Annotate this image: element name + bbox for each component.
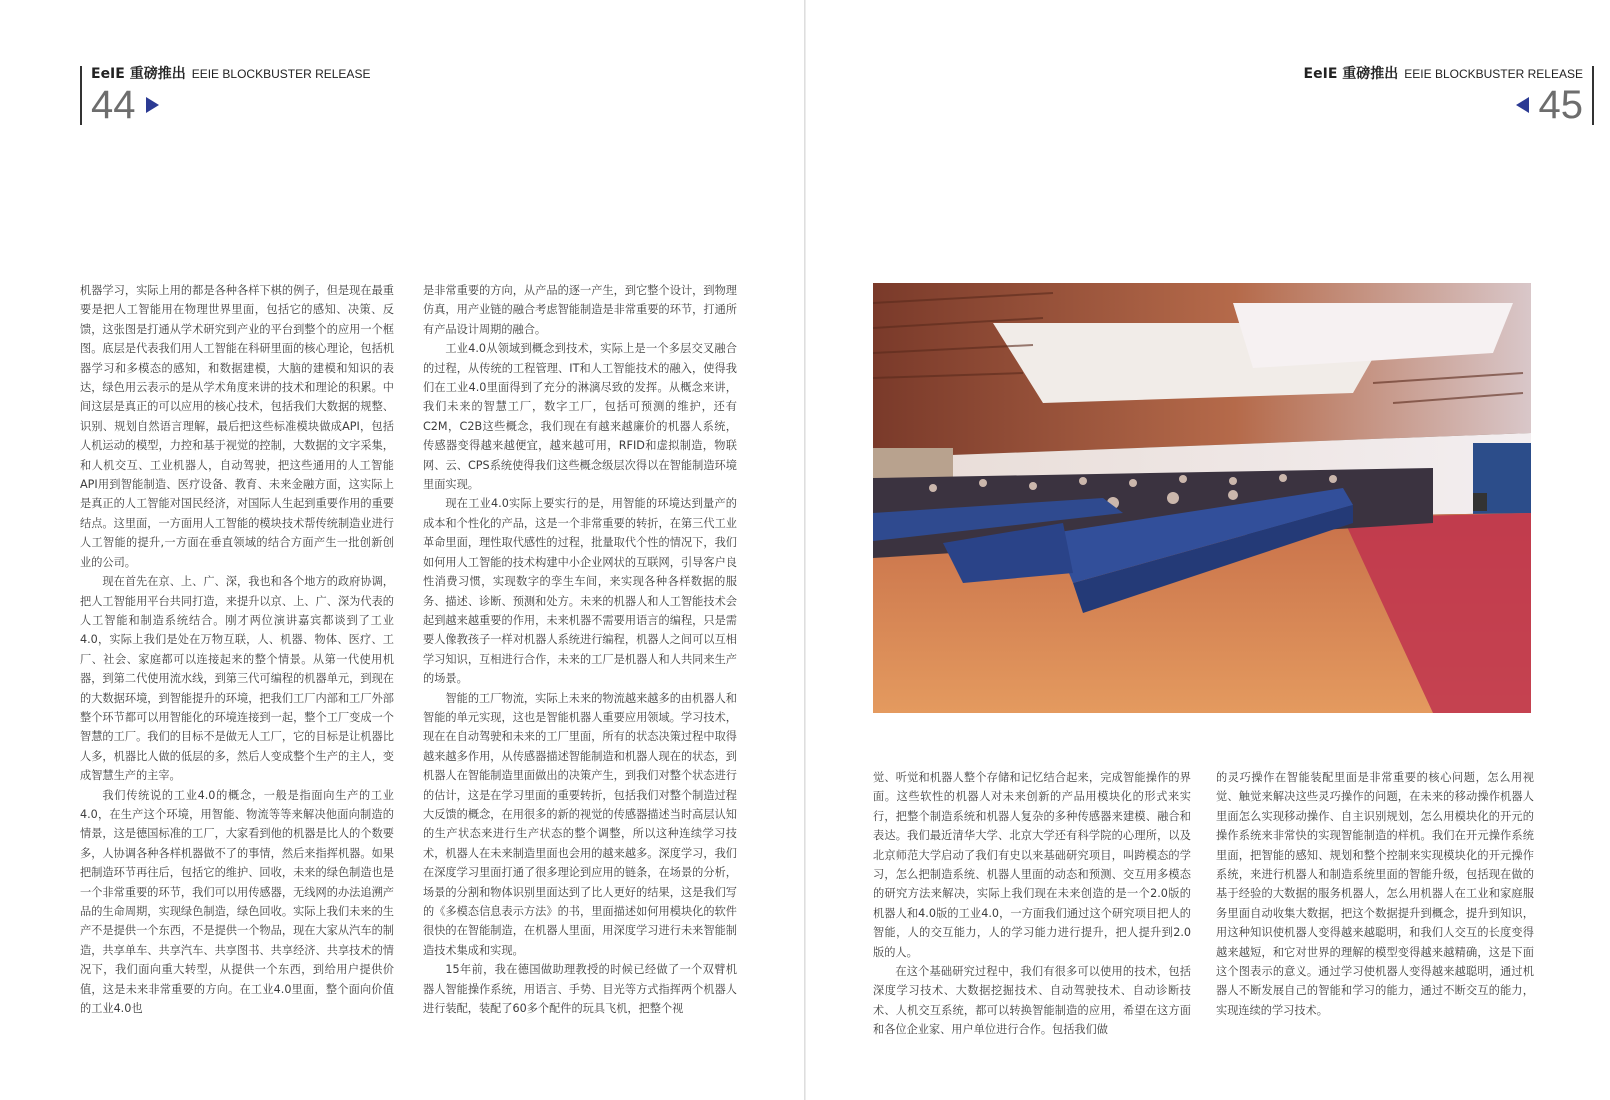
section-title-en: EEIE BLOCKBUSTER RELEASE xyxy=(191,67,371,81)
right-page xyxy=(806,0,1610,1100)
right-page-header xyxy=(1304,66,1594,125)
left-page xyxy=(0,0,804,1100)
page-number: 45 xyxy=(1538,83,1583,127)
paragraph: 智能的工厂物流，实际上未来的物流越来越多的由机器人和智能的单元实现，这也是智能机器人重要应用领域。学习技术，现在在自动驾驶和未来的工厂里面，所有的状态决策过程中取得越来越多作用，从传感器描述智能制造和机器人现在的状态，到机器人在智能制造里面做出的决策产生，到我们对整个状态进行的估计，这是在学习里面的重要转折，包括我们对整个制造过程大反馈的概念，在用很多的新的视觉的传感器描述当时高层认知的生产状态来进行生产状态的整个调整，所以这种连续学习技术，机器人在未来制造里面也会用的越来越多。深度学习，我们在深度学习里面打通了很多理论到应用的链条，在场景的分析，场景的分割和物体识别里面达到了比人更好的结果，这是我们写的《多模态信息表示方法》的书，里面描述如何用模块化的软件很快的在智能制造，在机器人里面，用深度学习进行未来智能制造技术集成和实现。 xyxy=(423,691,737,957)
paragraph: 我们传统说的工业4.0的概念，一般是指面向生产的工业4.0，在生产这个环境，用智能、物流等等来解决他面向制造的情景，这是德国标准的工厂，大家看到他的机器是比人的个数要多，人协调各种各样机器做不了的事情，然后来指挥机器。如果把制造环节再往后，包括它的维护、回收，未来的绿色制造也是一个非常重要的环节，我们可以用传感器，无线网的办法追溯产品的生命周期，实现绿色制造，绿色回收。实际上我们未来的生产不是提供一个东西，不是提供一个物品，现在大家从汽车的制造，共享单车、共享汽车、共享图书、共享经济、共享技术的情况下，我们面向重大转型，从提供一个东西，到给用户提供价值，这是未来非常重要的方向。在工业4.0里面，整个面向价值的工业4.0也 xyxy=(80,788,394,1016)
triangle-left-icon xyxy=(1516,97,1529,113)
left-page-header xyxy=(80,66,370,125)
paragraph: 是非常重要的方向，从产品的逐一产生，到它整个设计，到物理仿真，用产业链的融合考虑智能制造是非常重要的环节，打通所有产品设计周期的融合。 xyxy=(423,284,737,336)
section-title xyxy=(1304,66,1583,83)
section-title-en: EEIE BLOCKBUSTER RELEASE xyxy=(1404,67,1583,81)
paragraph: 机器学习，实际上用的都是各种各样下棋的例子，但是现在最重要是把人工智能用在物理世界里面，包括它的感知、决策、反馈，这张图是打通从学术研究到产业的平台到整个的应用一个框图。底层是代表我们用人工智能在科研里面的核心理论，包括机器学习和多模态的感知，和数据建模，大脑的建模和知识的表达，绿色用云表示的是从学术角度来讲的技术和理论的积累。中间这层是真正的可以应用的核心技术，包括我们大数据的规整、识别、规划自然语言理解，最后把这些标准模块做成API，包括人机运动的模型，力控和基于视觉的控制，大数据的文字采集，和人机交互、工业机器人，自动驾驶，把这些通用的人工智能API用到智能制造、医疗设备、教育、未来金融方面，这实际上是真正的人工智能对国民经济，对国际人生起到重要作用的重要结点。这里面，一方面用人工智能的模块技术帮传统制造业进行人工智能的提升,一方面在垂直领域的结合方面产生一批创新创业的公司。 xyxy=(80,284,394,569)
text-column-2 xyxy=(423,281,737,1018)
page-number-row xyxy=(1304,85,1583,125)
paragraph: 工业4.0从领域到概念到技术，实际上是一个多层交叉融合的过程，从传统的工程管理、IT和人工智能技术的融入，使得我们在工业4.0里面得到了充分的淋漓尽致的发挥。从概念来讲，我们未来的智慧工厂，数字工厂，包括可预测的维护，还有C2M，C2B这些概念，我们现在有越来越廉价的机器人系统，传感器变得越来越便宜，越来越可用，RFID和虚拟制造，物联网、云、CPS系统使得我们这些概念级层次得以在智能制造环境里面实现。 xyxy=(423,342,737,492)
paragraph: 现在首先在京、上、广、深，我也和各个地方的政府协调，把人工智能用平台共同打造，来提升以京、上、广、深为代表的人工智能和制造系统结合。刚才两位演讲嘉宾都谈到了工业4.0，实际上我们是处在万物互联，人、机器、物体、医疗、工厂、社会、家庭都可以连接起来的整个情景。从第一代使用机器，到第二代使用流水线，到第三代可编程的机器单元，到现在的大数据环境，到智能提升的环境，把我们工厂内部和工厂外部整个环节都可以用智能化的环境连接到一起，整个工厂变成一个智慧的工厂。我们的目标不是做无人工厂，它的目标是让机器比人多，机器比人做的低层的多，然后人变成整个生产的主人，变成智慧生产的主宰。 xyxy=(80,575,394,783)
conference-hall-illustration xyxy=(873,283,1531,713)
triangle-right-icon xyxy=(146,97,159,113)
section-title xyxy=(91,66,370,83)
section-title-cn: EeIE 重磅推出 xyxy=(1303,66,1399,82)
text-column-3 xyxy=(873,768,1191,1040)
text-column-1 xyxy=(80,281,394,1018)
page-number: 44 xyxy=(91,83,136,127)
page-number-row xyxy=(91,85,370,125)
speaker-podium xyxy=(1473,493,1487,511)
paragraph: 觉、听觉和机器人整个存储和记忆结合起来，完成智能操作的界面。这些软性的机器人对未来创新的产品用模块化的形式来实行，把整个制造系统和机器人复杂的多种传感器来建模、融合和表达。我们最近清华大学、北京大学还有科学院的心理所，以及北京师范大学启动了我们有史以来基础研究项目，叫跨模态的学习，怎么把制造系统、机器人里面的动态和预测、交互用多模态的研究方法来解决，实际上我们现在未来创造的是一个2.0版的机器人和4.0版的工业4.0，一方面我们通过这个研究项目把人的智能，人的交互能力，人的学习能力进行提升，把人提升到2.0版的人。 xyxy=(873,771,1191,959)
conference-hall-photo xyxy=(873,283,1531,713)
text-column-4 xyxy=(1216,768,1534,1020)
paragraph: 在这个基础研究过程中，我们有很多可以使用的技术，包括深度学习技术、大数据挖掘技术、自动驾驶技术、自动诊断技术、人机交互系统，都可以转换智能制造的应用，希望在这方面和各位企业家、用户单位进行合作。包括我们做 xyxy=(873,965,1191,1037)
paragraph: 的灵巧操作在智能装配里面是非常重要的核心问题，怎么用视觉、触觉来解决这些灵巧操作的问题，在未来的移动操作机器人里面怎么实现移动操作、自主识别规划，怎么用模块化的开元的操作系统来非常快的实现智能制造的样机。我们在开元操作系统里面，把智能的感知、规划和整个控制来实现模块化的开元操作系统，来进行机器人和制造系统里面的智能升级，包括现在做的基于经验的大数据的服务机器人，怎么用机器人在工业和家庭服务里面自动收集大数据，把这个数据提升到概念，提升到知识，用这种知识使机器人变得越来越聪明，和我们人交互的长度变得越来越短，和它对世界的理解的模型变得越来越精确，这是下面这个图表示的意义。通过学习使机器人变得越来越聪明，通过机器人不断发展自己的智能和学习的能力，通过不断交互的能力，实现连续的学习技术。 xyxy=(1216,771,1534,1017)
section-title-cn: EeIE 重磅推出 xyxy=(91,66,186,82)
paragraph: 15年前，我在德国做助理教授的时候已经做了一个双臂机器人智能操作系统，用语言、手势、目光等方式指挥两个机器人进行装配，装配了60多个配件的玩具飞机，把整个视 xyxy=(423,963,737,1016)
paragraph: 现在工业4.0实际上要实行的是，用智能的环境达到量产的成本和个性化的产品，这是一个非常重要的转折，在第三代工业革命里面，理性取代感性的过程，批量取代个性的情况下，我们如何用人工智能的技术构建中小企业网状的互联网，引导客户良性消费习惯，实现数字的孪生车间，来实现各种各样数据的服务、描述、诊断、预测和处方。未来的机器人和人工智能技术会起到越来越重要的作用，未来机器不需要用语言的编程，只是需要人像教孩子一样对机器人系统进行编程，机器人之间可以互相学习知识，互相进行合作，未来的工厂是机器人和人共同来生产的场景。 xyxy=(423,497,737,686)
